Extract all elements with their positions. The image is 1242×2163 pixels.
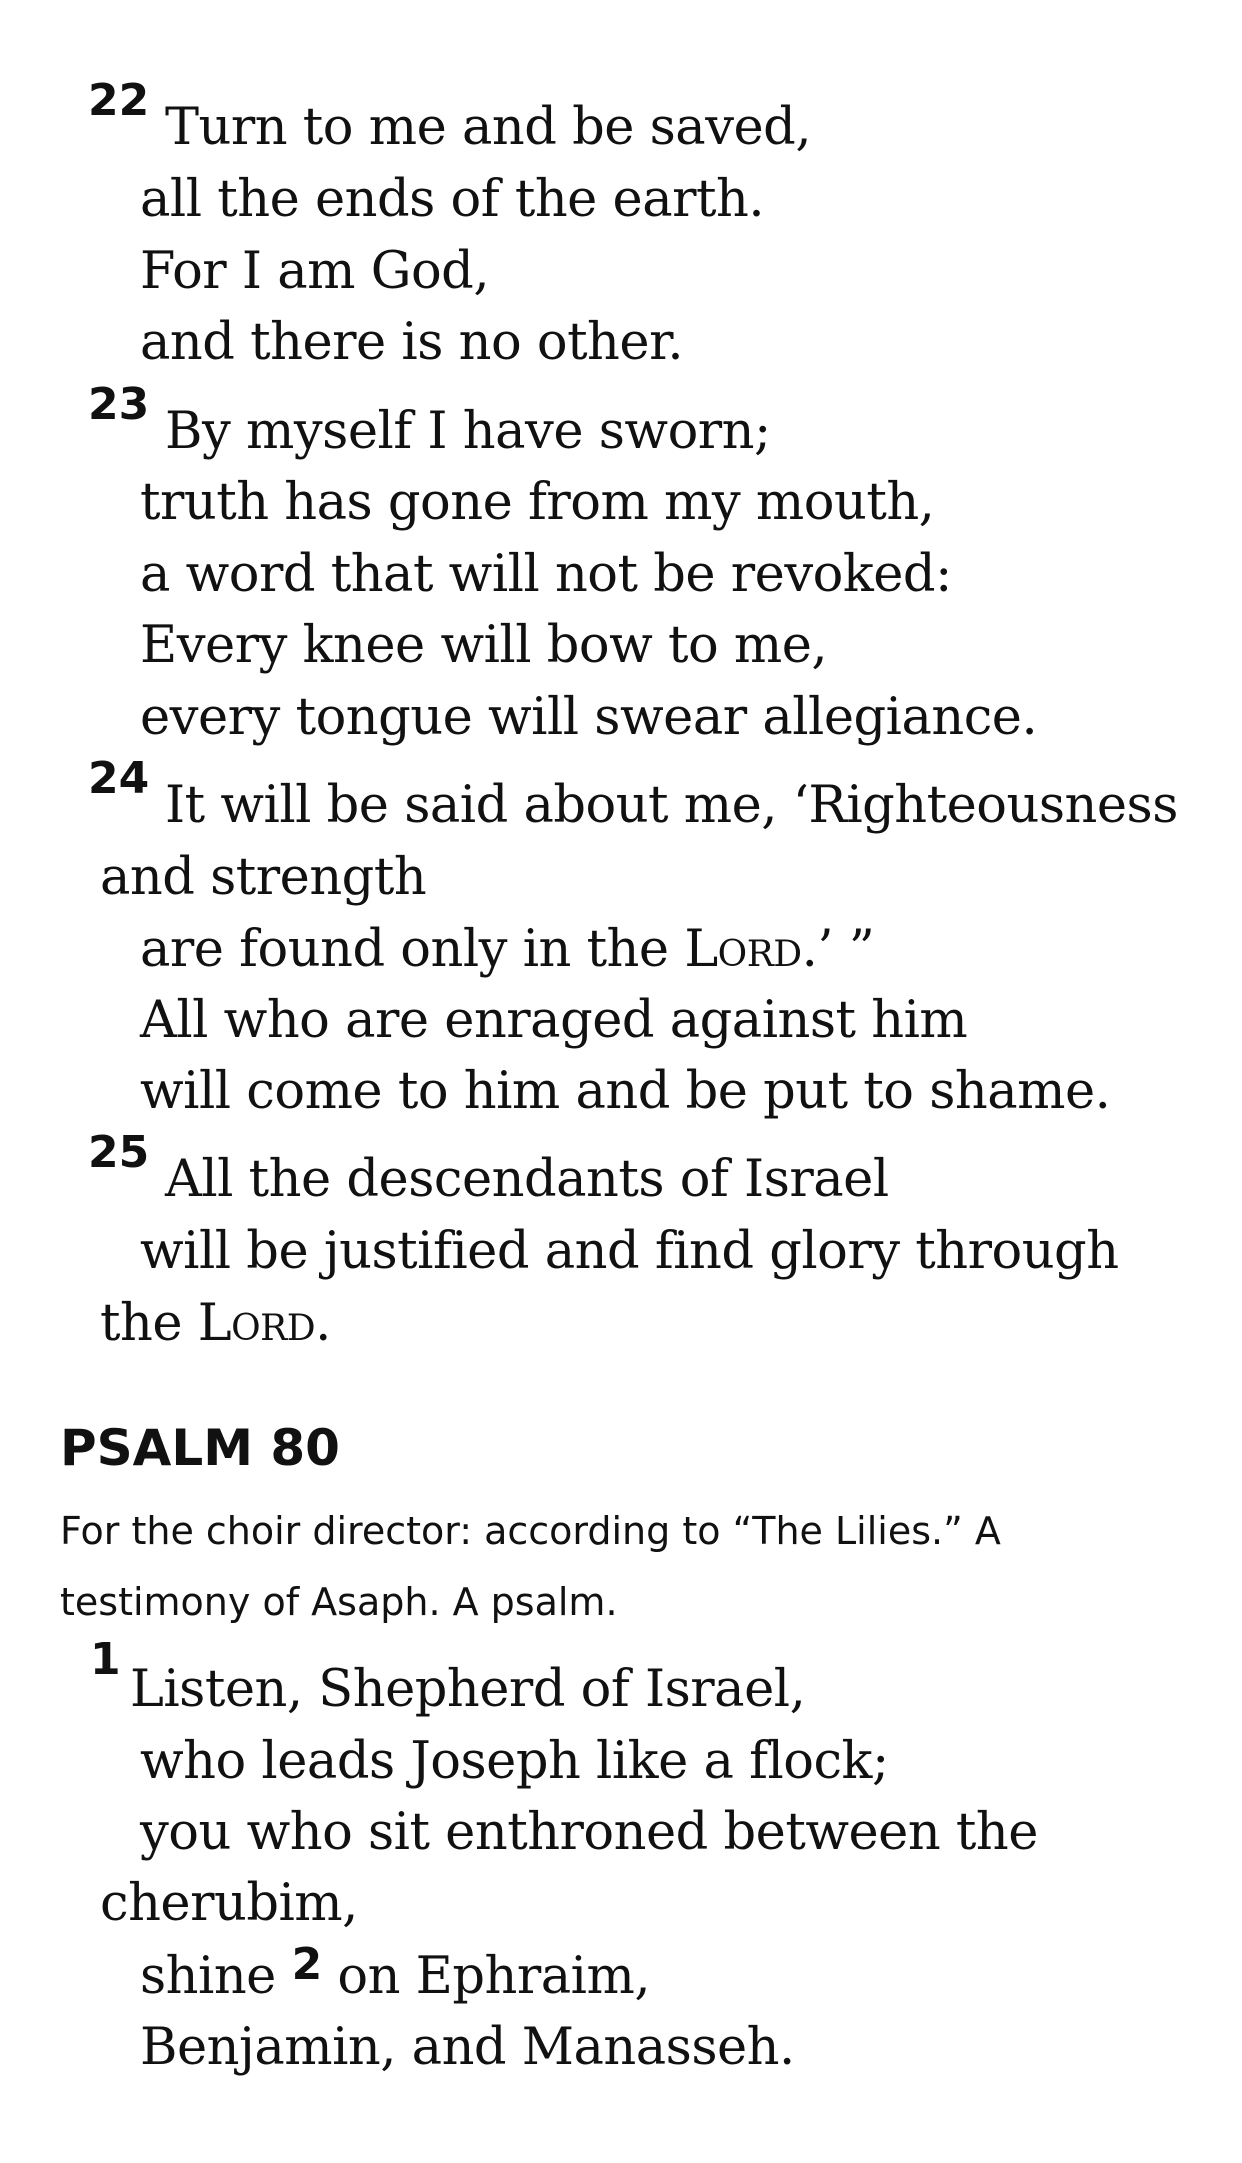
verse-number: 1 bbox=[90, 1634, 121, 1685]
verse-line: Every knee will bow to me, bbox=[140, 616, 828, 675]
verse-number: 25 bbox=[88, 1127, 150, 1178]
verse-line: a word that will not be revoked: bbox=[140, 545, 952, 604]
verse-line: Turn to me and be saved, bbox=[165, 98, 812, 157]
psalm-superscription: For the choir director: according to “The Lilies.” A bbox=[60, 1509, 1001, 1553]
verse-number: 22 bbox=[88, 75, 150, 126]
verse-number: 23 bbox=[88, 379, 150, 430]
verse-line: every tongue will swear allegiance. bbox=[140, 688, 1038, 747]
verse-text: .’ ” bbox=[801, 920, 875, 979]
verse-line bbox=[100, 1294, 331, 1354]
verse-line: Benjamin, and Manasseh. bbox=[140, 2018, 795, 2077]
verse-line bbox=[140, 920, 874, 980]
lord-small-caps: Lord bbox=[197, 1294, 316, 1353]
verse-text: the bbox=[100, 1294, 198, 1353]
verse-text: shine bbox=[140, 1947, 292, 2006]
verse-line: truth has gone from my mouth, bbox=[140, 473, 935, 532]
verse-text: on Ephraim, bbox=[321, 1947, 651, 2006]
verse-line bbox=[140, 1939, 651, 2009]
psalm-heading: PSALM 80 bbox=[60, 1419, 340, 1477]
verse-line: and strength bbox=[100, 848, 427, 907]
verse-line: cherubim, bbox=[100, 1874, 358, 1933]
verse-text: are found only in the bbox=[140, 920, 685, 979]
lord-small-caps: Lord bbox=[684, 920, 802, 979]
verse-line: all the ends of the earth. bbox=[140, 170, 765, 229]
verse-line: Listen, Shepherd of Israel, bbox=[130, 1660, 806, 1719]
verse-number: 2 bbox=[291, 1939, 322, 1990]
verse-line: All who are enraged against him bbox=[140, 991, 968, 1050]
verse-number: 24 bbox=[88, 753, 150, 804]
verse-line: By myself I have sworn; bbox=[165, 402, 771, 461]
verse-line: will be justified and find glory through bbox=[140, 1222, 1119, 1281]
psalm-superscription: testimony of Asaph. A psalm. bbox=[60, 1580, 618, 1624]
verse-line: All the descendants of Israel bbox=[165, 1150, 889, 1209]
verse-line: who leads Joseph like a flock; bbox=[140, 1732, 889, 1791]
verse-line: and there is no other. bbox=[140, 313, 684, 372]
verse-line: you who sit enthroned between the bbox=[140, 1803, 1038, 1862]
verse-text: . bbox=[315, 1294, 331, 1353]
verse-line: will come to him and be put to shame. bbox=[140, 1062, 1111, 1121]
verse-line: It will be said about me, ‘Righteousness bbox=[165, 776, 1178, 835]
verse-line: For I am God, bbox=[140, 242, 490, 301]
